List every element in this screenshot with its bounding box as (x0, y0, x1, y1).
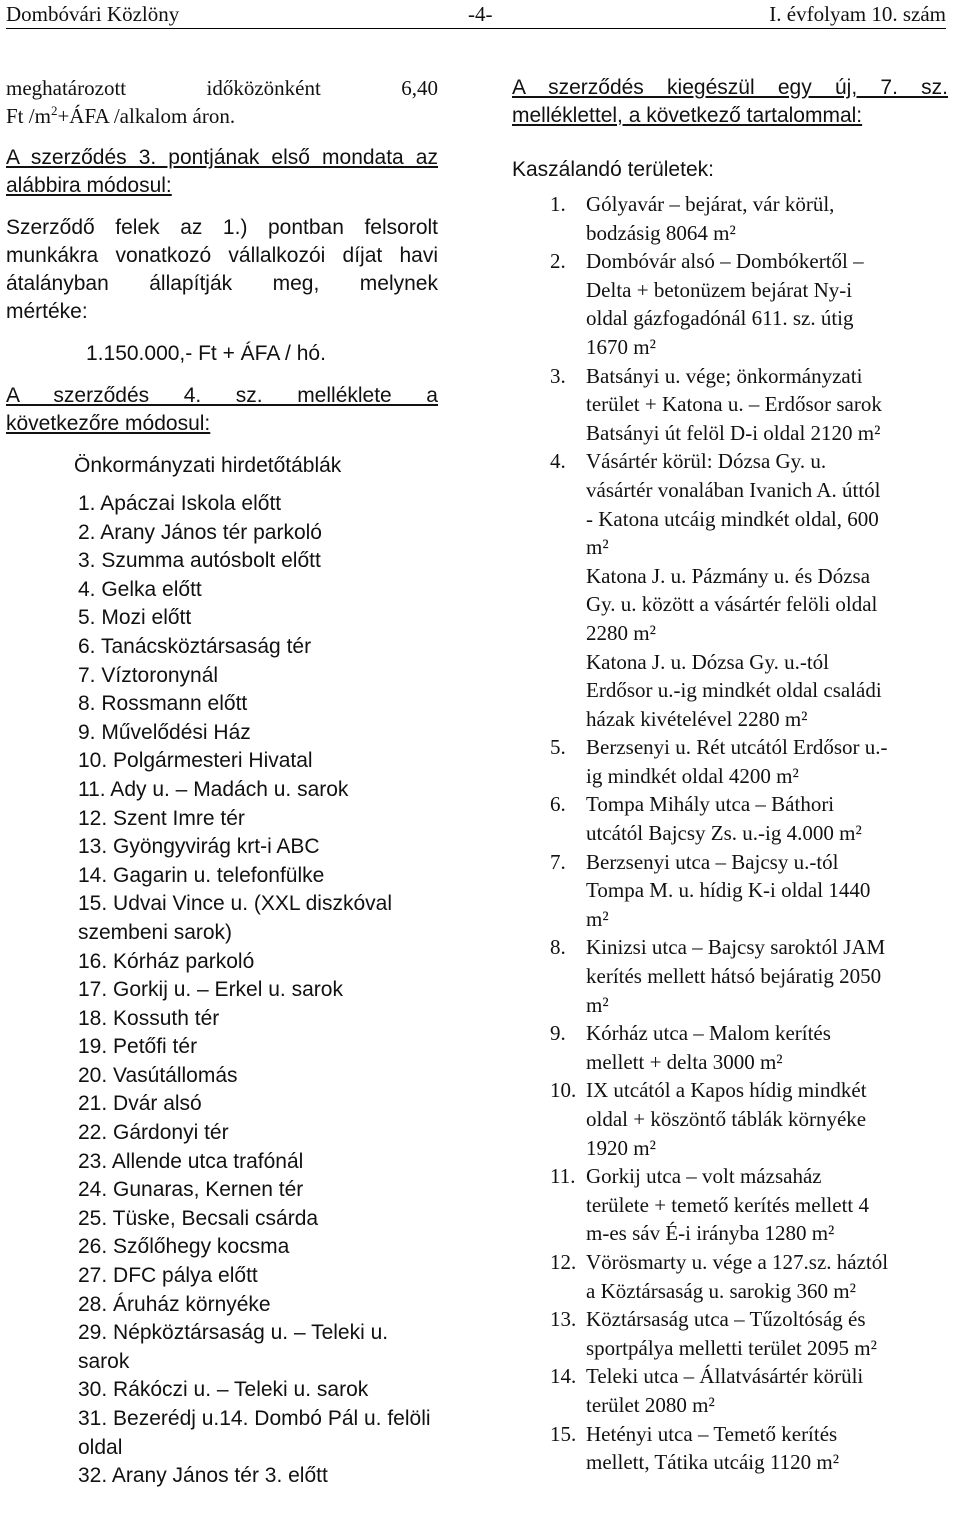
item-number: 10. (550, 1078, 577, 1103)
item-text-line: m² (586, 992, 609, 1017)
item-number: 8. (550, 935, 566, 960)
item-text-line: Katona J. u. Pázmány u. és Dózsa (586, 563, 871, 588)
item-number: 15. (550, 1421, 577, 1446)
item-text-line: Kinizsi utca – Bajcsy saroktól JAM (586, 935, 886, 960)
mowing-area-item (512, 733, 948, 790)
list-item: 11. Ady u. – Madách u. sarok (78, 777, 349, 801)
amendment-heading: A szerződés kiegészül egy új, 7. sz. (512, 76, 948, 99)
item-text-line: Berzsenyi u. Rét utcától Erdősor u.- (586, 735, 888, 760)
item-text-line: m² (586, 535, 609, 560)
mowing-area-item (512, 790, 948, 847)
paragraph-line: átalányban állapítják meg, melynek (6, 272, 438, 295)
amendment-heading: alábbira módosul: (6, 174, 172, 197)
item-text-line: mellett, Tátika utcáig 1120 m² (586, 1450, 839, 1475)
item-number: 12. (550, 1249, 577, 1274)
item-text-line: Batsányi út felöl D-i oldal 2120 m² (586, 420, 881, 445)
list-item: 4. Gelka előtt (78, 577, 202, 601)
list-item: 12. Szent Imre tér (78, 806, 245, 830)
item-text-line: utcától Bajcsy Zs. u.-ig 4.000 m² (586, 821, 862, 846)
item-number: 5. (550, 735, 566, 760)
item-number: 13. (550, 1307, 577, 1332)
mowing-area-item (512, 1019, 948, 1076)
mowing-area-item (512, 1420, 948, 1477)
item-text-line: házak kivételével 2280 m² (586, 706, 808, 731)
mowing-area-item (512, 362, 948, 448)
item-text-line: Berzsenyi utca – Bajcsy u.-tól (586, 849, 839, 874)
item-number: 6. (550, 792, 566, 817)
item-number: 11. (550, 1164, 576, 1189)
mowing-area-item (512, 1305, 948, 1362)
item-text-line: m² (586, 906, 609, 931)
mowing-area-item (512, 190, 948, 247)
list-item: 3. Szumma autósbolt előtt (78, 549, 321, 573)
list-item: 16. Kórház parkoló (78, 949, 255, 973)
item-text-line: Katona J. u. Dózsa Gy. u.-tól (586, 649, 830, 674)
list-item: 14. Gagarin u. telefonfülke (78, 863, 325, 887)
item-text-line: kerítés mellett hátsó bejáratig 2050 (586, 964, 882, 989)
mowing-area-item (512, 247, 948, 361)
item-text-line: vásártér vonalában Ivanich A. úttól (586, 477, 881, 502)
item-text-line: Batsányi u. vége; önkormányzati (586, 363, 863, 388)
item-text-line: sportpálya melletti terület 2095 m² (586, 1335, 877, 1360)
item-text-line: Gy. u. között a vásártér felöli oldal (586, 592, 878, 617)
fee-amount: 1.150.000,- Ft + ÁFA / hó. (86, 342, 326, 365)
paragraph-line: munkákra vonatkozó vállalkozói díjat havi (6, 244, 438, 267)
item-number: 2. (550, 249, 566, 274)
list-item: 9. Művelődési Ház (78, 720, 251, 744)
list-item: 27. DFC pálya előtt (78, 1264, 258, 1288)
amendment-heading: A szerződés 4. sz. melléklete a (6, 384, 438, 407)
right-column (512, 74, 948, 1477)
item-text-line: IX utcától a Kapos hídig mindkét (586, 1078, 867, 1103)
mowing-area-item (512, 1248, 948, 1305)
amendment-heading: A szerződés 3. pontjának első mondata az (6, 146, 438, 169)
mowing-area-item (512, 933, 948, 1019)
list-item: 26. Szőlőhegy kocsma (78, 1235, 290, 1259)
item-text-line: a Köztársaság u. sarokig 360 m² (586, 1278, 856, 1303)
item-text-line: Dombóvár alsó – Dombókertől – (586, 249, 864, 274)
list-item: 5. Mozi előtt (78, 606, 192, 630)
list-item: 22. Gárdonyi tér (78, 1121, 229, 1145)
item-text-line: Vörösmarty u. vége a 127.sz. háztól (586, 1249, 889, 1274)
paragraph-line: Ft $/m^2+ÁFA$ /alkalom áron. (6, 103, 236, 128)
list-item: 32. Arany János tér 3. előtt (78, 1464, 328, 1488)
mowing-area-item (512, 1076, 948, 1162)
section-title: Önkormányzati hirdetőtáblák (74, 454, 342, 477)
item-text-line: Hetényi utca – Temető kerítés (586, 1421, 838, 1446)
item-text-line: 2280 m² (586, 620, 656, 645)
list-item: 10. Polgármesteri Hivatal (78, 749, 313, 773)
item-text-line: oldal + köszöntő táblák környéke (586, 1107, 867, 1131)
item-text-line: bodzásig 8064 m² (586, 220, 736, 245)
list-item: 19. Petőfi tér (78, 1035, 198, 1059)
list-item: 2. Arany János tér parkoló (78, 520, 322, 544)
item-number: 14. (550, 1364, 577, 1389)
mowing-area-item (512, 447, 948, 733)
item-text-line: Kórház utca – Malom kerítés (586, 1021, 831, 1046)
list-item: 28. Áruház környéke (78, 1292, 271, 1316)
mowing-area-item (512, 1362, 948, 1419)
item-text-line: m-es sáv É-i irányba 1280 m² (586, 1221, 835, 1246)
item-number: 4. (550, 449, 566, 474)
list-item: 29. Népköztársaság u. – Teleki u. sarok (78, 1321, 389, 1373)
left-column (6, 74, 438, 1491)
list-item: 18. Kossuth tér (78, 1006, 220, 1030)
list-item: 13. Gyöngyvirág krt-i ABC (78, 835, 320, 859)
item-number: 9. (550, 1021, 566, 1046)
mowing-area-item (512, 1162, 948, 1248)
list-item: 21. Dvár alsó (78, 1092, 202, 1116)
item-number: 1. (550, 192, 566, 216)
item-text-line: Tompa Mihály utca – Báthori (586, 792, 835, 817)
issue-info: I. évfolyam 10. szám (769, 2, 946, 26)
item-text-line: mellett + delta 3000 m² (586, 1049, 783, 1074)
item-text-line: Delta + betonüzem bejárat Ny-i (586, 277, 853, 302)
list-item: 7. Víztoronynál (78, 663, 219, 687)
item-text-line: Vásártér körül: Dózsa Gy. u. (586, 449, 827, 474)
paragraph-line: Szerződő felek az 1.) pontban felsorolt (6, 216, 438, 239)
list-item: 23. Allende utca trafónál (78, 1149, 304, 1173)
item-text-line: terület + Katona u. – Erdősor sarok (586, 392, 882, 417)
publication-title: Dombóvári Közlöny (6, 2, 180, 26)
list-item: 17. Gorkij u. – Erkel u. sarok (78, 978, 343, 1002)
list-item: 8. Rossmann előtt (78, 692, 248, 716)
item-text-line: Gorkij utca – volt mázsaház (586, 1164, 822, 1189)
item-text-line: Tompa M. u. hídig K-i oldal 1440 (586, 878, 871, 903)
item-text-line: Köztársaság utca – Tűzoltóság és (586, 1307, 866, 1332)
item-text-line: oldal gázfogadónál 611. sz. útig (586, 306, 854, 331)
item-text-line: 1670 m² (586, 334, 656, 359)
item-text-line: Teleki utca – Állatvásártér körüli (586, 1364, 864, 1389)
item-text-line: Erdősor u.-ig mindkét oldal családi (586, 678, 882, 703)
paragraph-line: meghatározott időközönként 6,40 (6, 76, 438, 100)
list-item: 20. Vasútállomás (78, 1063, 238, 1087)
item-text-line: ig mindkét oldal 4200 m² (586, 763, 799, 788)
list-item: 6. Tanácsköztársaság tér (78, 634, 312, 658)
item-text-line: - Katona utcáig mindkét oldal, 600 (586, 506, 879, 531)
item-number: 3. (550, 363, 566, 388)
list-item: 30. Rákóczi u. – Teleki u. sarok (78, 1378, 369, 1402)
item-text-line: Gólyavár – bejárat, vár körül, (586, 192, 835, 216)
item-text-line: 1920 m² (586, 1135, 656, 1160)
paragraph-line: mértéke: (6, 300, 88, 323)
billboard-list (6, 490, 438, 1491)
item-text-line: területe + temető kerítés mellett 4 (586, 1192, 869, 1217)
amendment-heading: következőre módosul: (6, 412, 211, 435)
page-header (6, 2, 946, 29)
list-item: 24. Gunaras, Kernen tér (78, 1178, 304, 1202)
mowing-area-list (512, 190, 948, 1477)
list-item-continuation: oldal (78, 1435, 123, 1459)
section-title: Kaszálandó területek: (512, 158, 714, 181)
list-item: 25. Tüske, Becsali csárda (78, 1206, 319, 1230)
amendment-heading: melléklettel, a következő tartalommal: (512, 104, 863, 127)
list-item: 1. Apáczai Iskola előtt (78, 492, 282, 515)
list-item: 15. Udvai Vince u. (XXL diszkóval (78, 892, 392, 916)
list-item: 31. Bezerédj u.14. Dombó Pál u. felöli (78, 1407, 431, 1430)
item-number: 7. (550, 849, 566, 874)
list-item-continuation: szembeni sarok) (78, 920, 233, 944)
page-number: -4- (468, 2, 493, 26)
mowing-area-item (512, 848, 948, 934)
item-text-line: terület 2080 m² (586, 1392, 715, 1417)
